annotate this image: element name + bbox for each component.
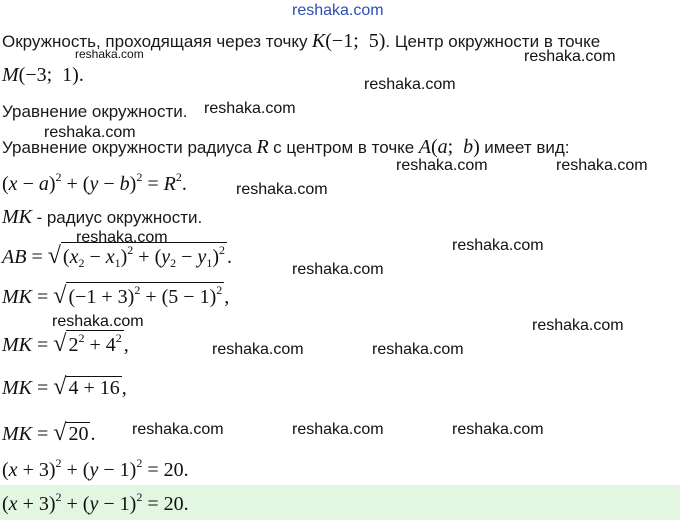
watermark: reshaka.com — [452, 421, 544, 438]
var-r: R — [256, 136, 269, 158]
point-a: A(a; b) — [418, 136, 480, 158]
mk-step-1: MK = √ $(-1 + 3)^2 + (5 - 1)^2$ , — [2, 283, 230, 309]
result-equation: $(x + 3)^2 + (y - 1)^2 = 20$. — [2, 456, 189, 481]
distance-formula: AB = √ $(x_2 - x_1)^2 + (y_2 - y_1)^2$ . — [2, 243, 232, 270]
watermark: reshaka.com — [292, 261, 384, 278]
watermark: reshaka.com — [44, 124, 136, 141]
watermark: reshaka.com — [212, 341, 304, 358]
watermark: reshaka.com — [372, 341, 464, 358]
watermark: reshaka.com — [132, 421, 224, 438]
watermark: reshaka.com — [236, 181, 328, 198]
site-header-watermark: reshaka.com — [292, 2, 384, 19]
circle-eq-desc-3: имеет вид: — [484, 138, 570, 157]
problem-text-1: Окружность, проходящаяя через точку — [2, 32, 308, 51]
watermark: reshaka.com — [76, 229, 168, 246]
problem-text-2: . Центр окружности в точке — [385, 32, 601, 51]
circle-eq-desc-1: Уравнение окружности радиуса — [2, 138, 253, 157]
watermark: reshaka.com — [52, 313, 144, 330]
watermark: reshaka.com — [75, 47, 144, 61]
mk-symbol: MK — [2, 206, 32, 228]
answer-equation: $(x + 3)^2 + (y - 1)^2 = 20$. — [2, 490, 189, 515]
watermark: reshaka.com — [532, 317, 624, 334]
watermark: reshaka.com — [204, 100, 296, 117]
watermark: reshaka.com — [452, 237, 544, 254]
watermark: reshaka.com — [396, 157, 488, 174]
circle-eq-label: Уравнение окружности. — [2, 102, 188, 121]
mk-radius-line — [2, 206, 202, 229]
point-k: K(−1; 5) — [311, 30, 386, 52]
watermark: reshaka.com — [364, 76, 456, 93]
general-equation: $(x - a)^2 + (y - b)^2 = R^2$. — [2, 170, 187, 195]
mk-step-4: MK = √ 20 . — [2, 420, 96, 446]
watermark: reshaka.com — [556, 157, 648, 174]
watermark: reshaka.com — [524, 48, 616, 65]
center-m: M(−3; 1). — [2, 64, 84, 86]
mk-radius-label: - радиус окружности. — [36, 208, 203, 227]
watermark: reshaka.com — [292, 421, 384, 438]
mk-step-2: MK = √ $2^2 + 4^2$ , — [2, 331, 129, 357]
mk-step-3: MK = √ 4 + 16 , — [2, 374, 127, 400]
circle-eq-desc-2: с центром в точке — [273, 138, 415, 157]
